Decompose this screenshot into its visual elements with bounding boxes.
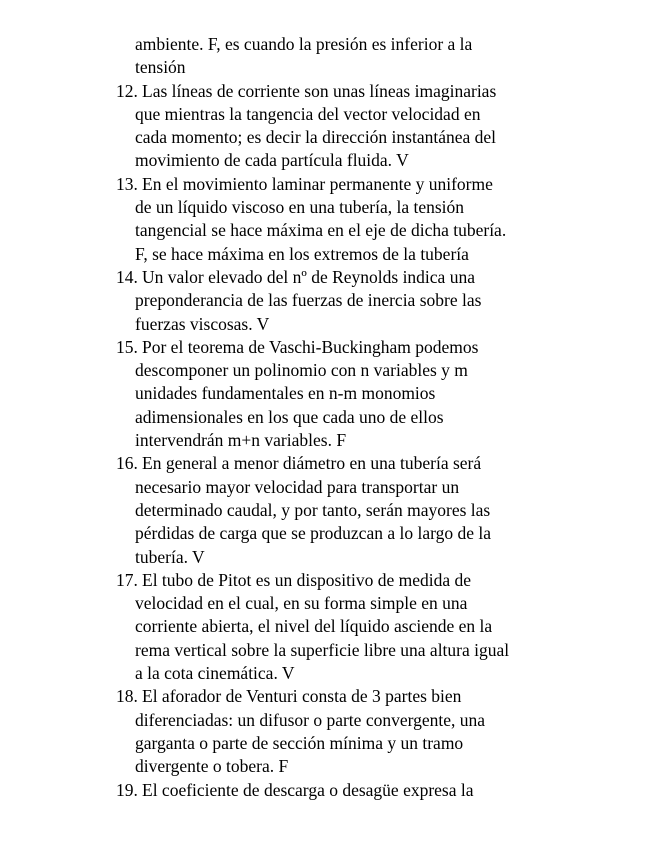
text-line: de un líquido viscoso en una tubería, la tensión: [135, 197, 465, 218]
text-line: cada momento; es decir la dirección instantánea del: [135, 127, 497, 148]
text-line: rema vertical sobre la superficie libre una altura igual: [135, 639, 510, 660]
list-item: [116, 336, 586, 452]
text-line: En el movimiento laminar permanente y uniforme: [142, 173, 493, 194]
item-number: 18.: [116, 686, 138, 707]
item-number: 17.: [116, 569, 138, 590]
text-line: fuerzas viscosas. V: [135, 313, 270, 334]
text-line: tensión: [135, 57, 186, 78]
item-number: 19.: [116, 779, 138, 800]
text-line: descomponer un polinomio con n variables y m: [135, 360, 468, 381]
item-number: 16.: [116, 453, 138, 474]
list-item: [116, 779, 586, 802]
text-line: El coeficiente de descarga o desagüe expresa la: [142, 779, 474, 800]
text-line: intervendrán m+n variables. F: [135, 430, 347, 451]
text-line: preponderancia de las fuerzas de inercia sobre las: [135, 290, 482, 311]
text-line: pérdidas de carga que se produzcan a lo largo de la: [135, 523, 492, 544]
text-line: Las líneas de corriente son unas líneas imaginarias: [142, 80, 497, 101]
text-line: divergente o tobera. F: [135, 756, 289, 777]
text-line: F, se hace máxima en los extremos de la tubería: [135, 243, 469, 264]
text-line: En general a menor diámetro en una tubería será: [142, 453, 482, 474]
text-line: necesario mayor velocidad para transportar un: [135, 476, 460, 497]
text-line: tubería. V: [135, 546, 205, 567]
text-line: adimensionales en los que cada uno de ellos: [135, 406, 444, 427]
text-line: ambiente. F, es cuando la presión es inferior a la: [135, 34, 473, 54]
text-line: a la cota cinemática. V: [135, 663, 295, 684]
text-line: El tubo de Pitot es un dispositivo de medida de: [142, 569, 472, 590]
text-line: corriente abierta, el nivel del líquido asciende en la: [135, 616, 493, 637]
text-line: que mientras la tangencia del vector velocidad en: [135, 103, 481, 124]
list-item: [116, 173, 586, 266]
item-number: 13.: [116, 173, 138, 194]
item-number: 15.: [116, 336, 138, 357]
text-line: diferenciadas: un difusor o parte convergente, una: [135, 709, 486, 730]
text-line: determinado caudal, y por tanto, serán mayores las: [135, 499, 491, 520]
list-item: [116, 452, 586, 568]
item-number: 12.: [116, 80, 138, 101]
text-line: tangencial se hace máxima en el eje de dicha tubería.: [135, 220, 507, 241]
text-line: Por el teorema de Vaschi-Buckingham podemos: [142, 336, 479, 357]
list-item: [116, 80, 586, 173]
list-item: [116, 569, 586, 685]
continuation-paragraph: [116, 33, 586, 80]
item-number: 14.: [116, 266, 138, 287]
text-line: movimiento de cada partícula fluida. V: [135, 150, 409, 171]
text-line: El aforador de Venturi consta de 3 partes bien: [142, 686, 462, 707]
list-item: [116, 266, 586, 336]
list-item: [116, 685, 586, 778]
question-list: [116, 33, 586, 802]
text-line: garganta o parte de sección mínima y un tramo: [135, 732, 464, 753]
text-line: Un valor elevado del nº de Reynolds indica una: [142, 266, 475, 287]
text-line: velocidad en el cual, en su forma simple en una: [135, 593, 468, 614]
text-line: unidades fundamentales en n-m monomios: [135, 383, 436, 404]
